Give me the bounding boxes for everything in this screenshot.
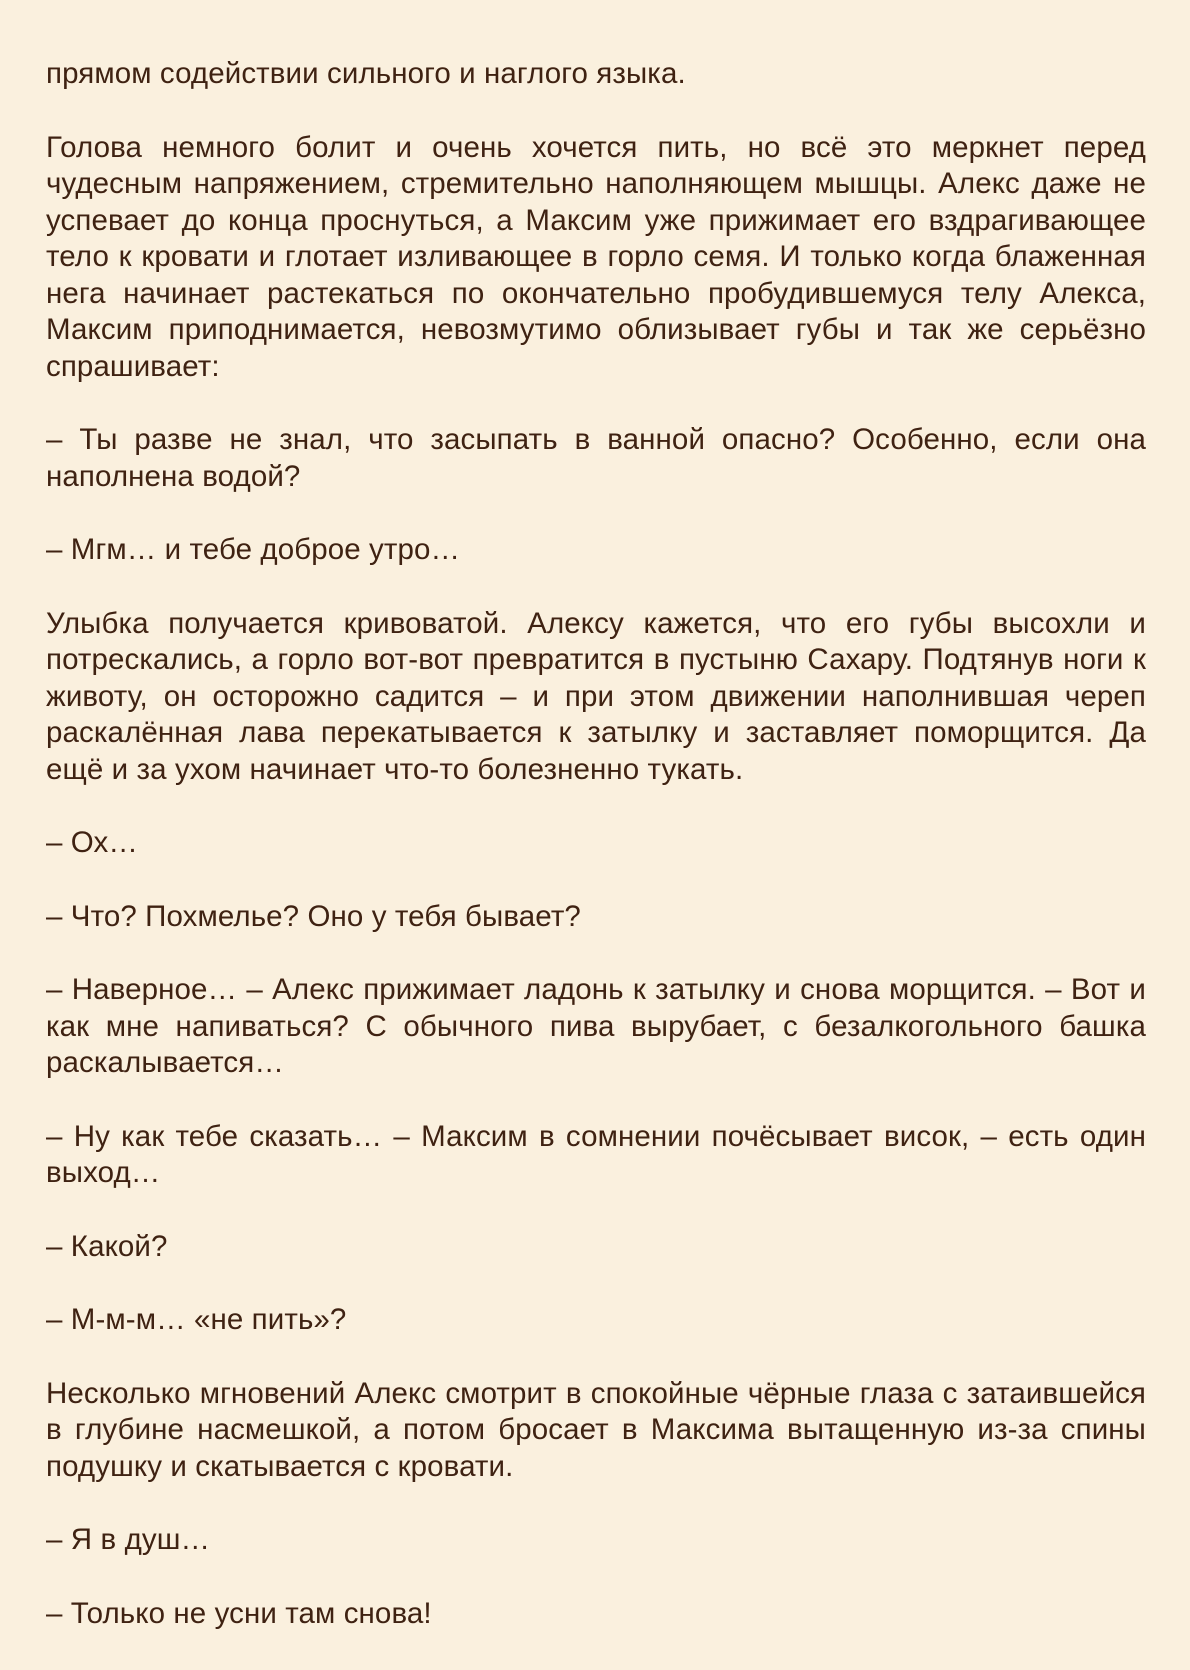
- dialogue-line: – Наверное… – Алекс прижимает ладонь к затылку и снова морщится. – Вот и как мне напиваться? С обычного пива вырубает, с безалкогольного башка раскалывается…: [46, 973, 1146, 1079]
- dialogue-line: – Что? Похмелье? Оно у тебя бывает?: [46, 899, 581, 933]
- dialogue-line: – Ну как тебе сказать… – Максим в сомнении почёсывает висок, – есть один выход…: [46, 1119, 1146, 1189]
- paragraph: Голова немного болит и очень хочется пить, но всё это меркнет перед чудесным напряжением, стремительно наполняющем мышцы. Алекс даже не успевает до конца проснуться, а Максим уже прижимает его вздрагивающее тело к кровати и глотает изливающее в горло семя. И только когда блаженная нега начинает растекаться по окончательно пробудившемуся телу Алекса, Максим приподнимается, невозмутимо облизывает губы и так же серьёзно спрашивает:: [46, 130, 1146, 383]
- dialogue-line: – М-м-м… «не пить»?: [46, 1303, 347, 1336]
- paragraph: Несколько мгновений Алекс смотрит в спокойные чёрные глаза с затаившейся в глубине насмешкой, а потом бросает в Максима вытащенную из-за спины подушку и скатывается с кровати.: [46, 1376, 1146, 1483]
- dialogue-line: – Мгм… и тебе доброе утро…: [46, 533, 461, 566]
- dialogue-line: – Ох…: [46, 826, 138, 859]
- paragraph: прямом содействии сильного и наглого языка.: [46, 57, 686, 90]
- dialogue-line: – Какой?: [46, 1229, 168, 1263]
- paragraph: Улыбка получается кривоватой. Алексу кажется, что его губы высохли и потрескались, а горло вот-вот превратится в пустыню Сахару. Подтянув ноги к животу, он осторожно садится – и при этом движении наполнившая череп раскалённая лава перекатывается к затылку и заставляет поморщится. Да ещё и за ухом начинает что-то болезненно тукать.: [46, 606, 1146, 786]
- dialogue-line: – Ты разве не знал, что засыпать в ванной опасно? Особенно, если она наполнена водой?: [46, 423, 1146, 493]
- dialogue-line: – Только не усни там снова!: [46, 1596, 432, 1630]
- dialogue-line: – Я в душ…: [46, 1523, 211, 1556]
